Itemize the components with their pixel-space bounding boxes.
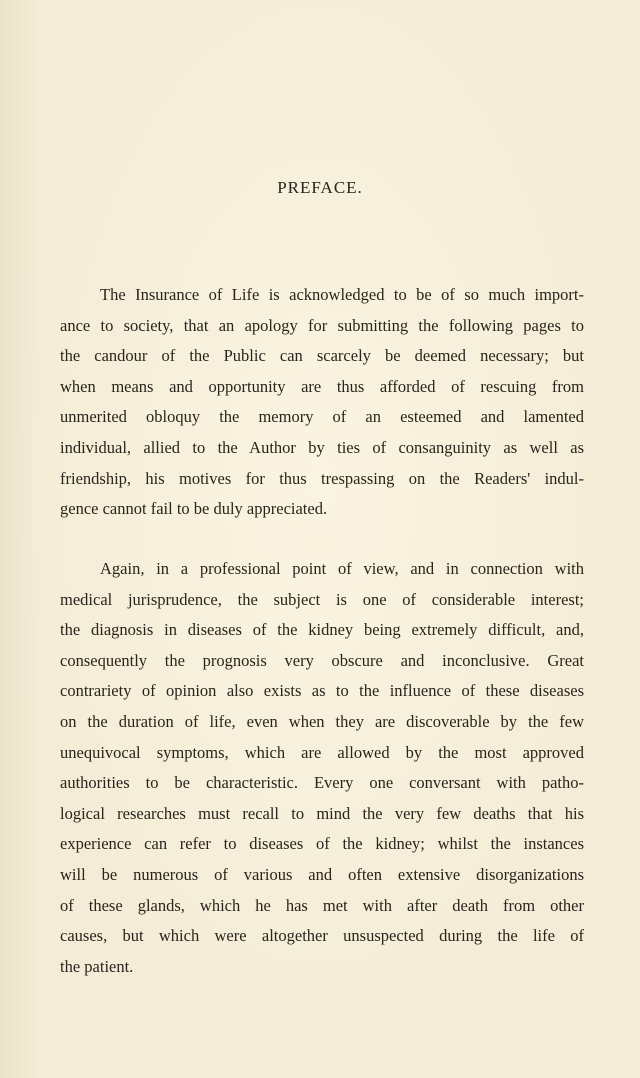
text-line: the diagnosis in diseases of the kidney being extremely difficult, and, xyxy=(60,620,584,640)
text-line: unmerited obloquy the memory of an esteemed and lamented xyxy=(60,407,584,427)
text-line: authorities to be characteristic. Every one conversant with patho- xyxy=(60,773,584,793)
text-line: individual, allied to the Author by ties of consanguinity as well as xyxy=(60,437,584,457)
text-line: the candour of the Public can scarcely be deemed necessary; but xyxy=(60,346,584,366)
text-line: on the duration of life, even when they are discoverable by the few xyxy=(60,711,584,731)
text-line: of these glands, which he has met with after death from other xyxy=(60,895,584,915)
text-line: friendship, his motives for thus trespassing on the Readers' indul- xyxy=(60,468,584,488)
text-line: experience can refer to diseases of the kidney; whilst the instances xyxy=(60,834,584,854)
text-line: consequently the prognosis very obscure and inconclusive. Great xyxy=(60,650,584,670)
text-line: the patient. xyxy=(60,956,134,976)
text-line: gence cannot fail to be duly appreciated. xyxy=(60,499,328,519)
text-line: Again, in a professional point of view, and in connection with xyxy=(100,559,584,578)
text-line: medical jurisprudence, the subject is one of considerable interest; xyxy=(60,589,584,609)
text-line: when means and opportunity are thus afforded of rescuing from xyxy=(60,376,584,396)
text-line: unequivocal symptoms, which are allowed by the most approved xyxy=(60,742,584,762)
text-line: logical researches must recall to mind the very few deaths that his xyxy=(60,803,584,823)
text-line: will be numerous of various and often extensive disorganizations xyxy=(60,864,584,884)
paragraph-1 xyxy=(60,280,584,525)
text-line: The Insurance of Life is acknowledged to be of so much import- xyxy=(100,285,584,304)
paragraph-2 xyxy=(60,554,584,982)
text-line: contrariety of opinion also exists as to the influence of these diseases xyxy=(60,681,584,701)
page-title: PREFACE. xyxy=(277,178,363,197)
text-line: ance to society, that an apology for submitting the following pages to xyxy=(60,315,584,335)
text-line: causes, but which were altogether unsuspected during the life of xyxy=(60,926,584,946)
